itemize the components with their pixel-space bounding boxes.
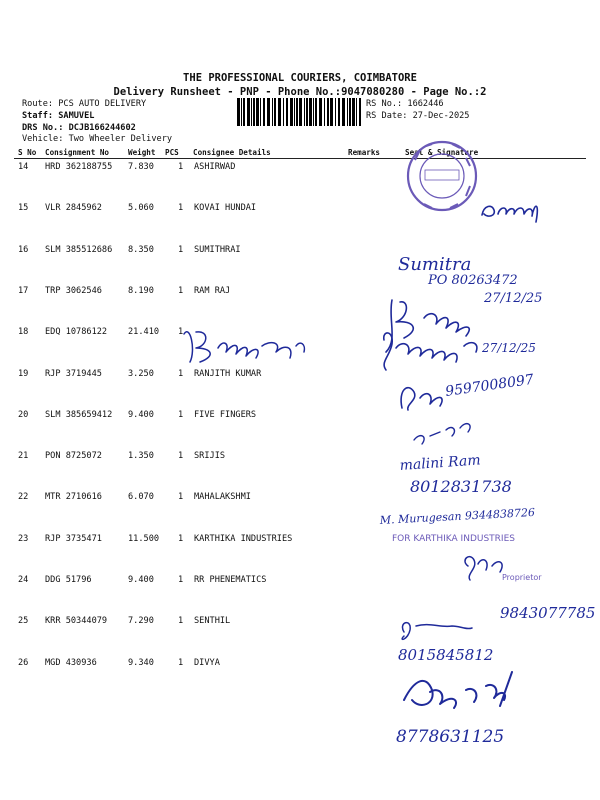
rs-date: RS Date: 27-Dec-2025 xyxy=(366,111,470,121)
col-consignment: Consignment No xyxy=(45,148,110,157)
rs-number: RS No.: 1662446 xyxy=(366,99,444,109)
row-weight: 7.290 xyxy=(128,616,154,627)
row-pcs: 1 xyxy=(178,451,184,462)
row-consignment-no: DDG 51796 xyxy=(45,575,92,585)
company-title: THE PROFESSIONAL COURIERS, COIMBATORE xyxy=(183,72,417,84)
col-pcs: PCS xyxy=(165,148,179,157)
row-sno: 17 xyxy=(18,285,29,296)
row-weight: 9.400 xyxy=(128,409,154,420)
row-pcs: 1 xyxy=(178,409,184,420)
row-sno: 25 xyxy=(18,616,29,627)
row-consignee: DIVYA xyxy=(194,657,220,668)
header-divider xyxy=(14,158,586,159)
row-consignment-no: TRP 3062546 xyxy=(45,285,102,296)
col-seal-signature: Seal & Signature xyxy=(405,148,479,157)
row-consignee: KOVAI HUNDAI xyxy=(194,203,257,214)
row-pcs: 1 xyxy=(178,327,184,338)
row-consignment-no: MTR 2710616 xyxy=(45,492,102,503)
row-sno: 21 xyxy=(18,451,29,462)
row-sno: 16 xyxy=(18,244,29,255)
row-pcs: 1 xyxy=(178,162,184,172)
row-weight: 8.350 xyxy=(128,244,154,255)
row-weight: 11.500 xyxy=(128,533,160,544)
handwritten-murugesan: M. Murugesan 9344838726 xyxy=(379,505,536,527)
col-sno: S No xyxy=(18,148,37,157)
row-consignment-no: PON 8725072 xyxy=(45,451,102,462)
signature-malini: malini Ram xyxy=(399,452,482,474)
row-consignee: SRIJIS xyxy=(194,451,226,462)
barcode xyxy=(237,98,363,126)
row-pcs: 1 xyxy=(178,244,184,255)
row-sno: 14 xyxy=(18,162,29,172)
row-consignment-no: VLR 2845962 xyxy=(45,203,102,214)
row-weight: 7.830 xyxy=(128,162,154,172)
handwritten-date-1: 27/12/25 xyxy=(484,291,543,306)
row-pcs: 1 xyxy=(178,492,184,503)
route-label: Route: PCS AUTO DELIVERY xyxy=(22,99,147,109)
row-weight: 3.250 xyxy=(128,368,154,379)
row-sno: 19 xyxy=(18,368,29,379)
handwritten-phone-ram: 9597008097 xyxy=(444,371,535,400)
handwritten-date-2: 27/12/25 xyxy=(482,341,536,355)
row-sno: 24 xyxy=(18,575,29,585)
stamp-karthika: FOR KARTHIKA INDUSTRIES xyxy=(392,534,515,544)
row-weight: 9.340 xyxy=(128,657,154,668)
row-weight: 1.350 xyxy=(128,451,154,462)
row-consignment-no: RJP 3735471 xyxy=(45,533,102,544)
row-sno: 18 xyxy=(18,327,29,338)
row-consignment-no: MGD 430936 xyxy=(45,657,97,668)
row-weight: 6.070 xyxy=(128,492,154,503)
row-weight: 9.400 xyxy=(128,575,154,585)
row-consignment-no: KRR 50344079 xyxy=(45,616,108,627)
row-weight: 21.410 xyxy=(128,327,160,338)
row-consignee: RAM RAJ xyxy=(194,285,231,296)
row-consignee: SUMITHRAI xyxy=(194,244,241,255)
row-pcs: 1 xyxy=(178,575,184,585)
stamp-proprietor: Proprietor xyxy=(502,573,542,582)
row-sno: 26 xyxy=(18,657,29,668)
signature-sumitra: Sumitra xyxy=(398,254,472,275)
row-sno: 20 xyxy=(18,409,29,420)
row-sno: 23 xyxy=(18,533,29,544)
row-consignee: RANJITH KUMAR xyxy=(194,368,262,379)
handwritten-phone-2: 8012831738 xyxy=(410,477,512,496)
row-pcs: 1 xyxy=(178,533,184,544)
runsheet-subtitle: Delivery Runsheet - PNP - Phone No.:9047080280 - Page No.:2 xyxy=(113,86,487,98)
handwritten-phone-1: PO 80263472 xyxy=(428,273,518,288)
row-consignment-no: SLM 385659412 xyxy=(45,409,113,420)
handwritten-phone-5: 8778631125 xyxy=(396,727,505,747)
row-pcs: 1 xyxy=(178,657,184,668)
handwritten-phone-4: 8015845812 xyxy=(398,646,494,664)
row-consignment-no: SLM 385512686 xyxy=(45,244,113,255)
row-sno: 22 xyxy=(18,492,29,503)
handwritten-phone-3: 9843077785 xyxy=(500,604,596,622)
row-consignee: FIVE FINGERS xyxy=(194,409,257,420)
row-pcs: 1 xyxy=(178,203,184,214)
col-weight: Weight xyxy=(128,148,156,157)
row-consignee: KARTHIKA INDUSTRIES xyxy=(194,533,293,544)
row-consignee: ASHIRWAD xyxy=(194,162,236,172)
row-consignment-no: HRD 362188755 xyxy=(45,162,113,172)
row-weight: 8.190 xyxy=(128,285,154,296)
row-consignment-no: EDQ 10786122 xyxy=(45,327,108,338)
row-pcs: 1 xyxy=(178,285,184,296)
row-consignment-no: RJP 3719445 xyxy=(45,368,102,379)
row-consignee: SENTHIL xyxy=(194,616,231,627)
row-pcs: 1 xyxy=(178,616,184,627)
drs-label: DRS No.: DCJB166244602 xyxy=(22,123,136,133)
row-pcs: 1 xyxy=(178,368,184,379)
row-sno: 15 xyxy=(18,203,29,214)
col-consignee: Consignee Details xyxy=(193,148,271,157)
vehicle-label: Vehicle: Two Wheeler Delivery xyxy=(22,134,173,144)
staff-label: Staff: SAMUVEL xyxy=(22,111,95,121)
col-remarks: Remarks xyxy=(348,148,381,157)
row-consignee: MAHALAKSHMI xyxy=(194,492,251,503)
row-consignee: RR PHENEMATICS xyxy=(194,575,267,585)
row-weight: 5.060 xyxy=(128,203,154,214)
